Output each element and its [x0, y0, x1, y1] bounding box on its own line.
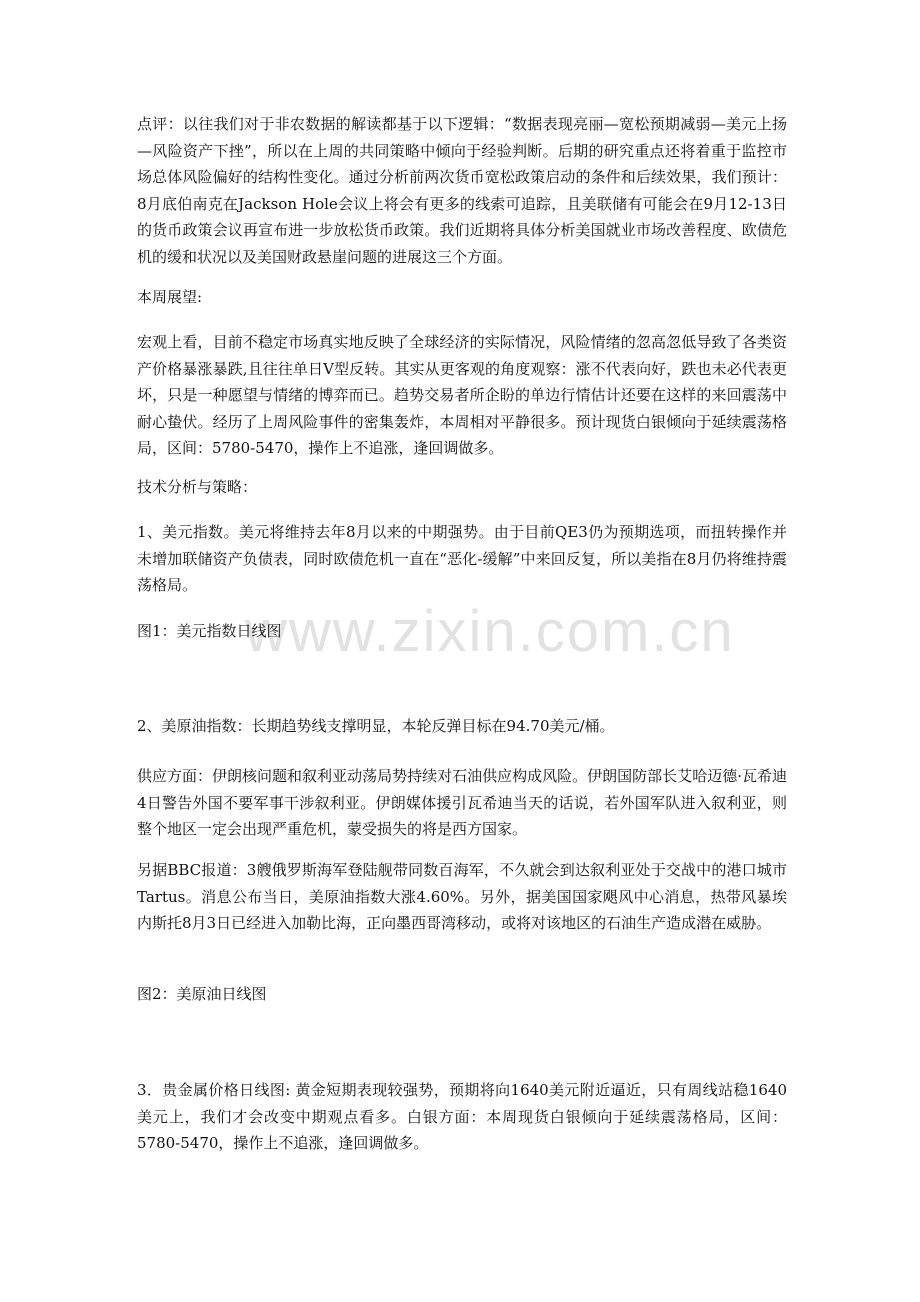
- macro-paragraph: 宏观上看，目前不稳定市场真实地反映了全球经济的实际情况，风险情绪的忽高忽低导致了各类资产价格暴涨暴跌,且往往单日V型反转。其实从更客观的角度观察：涨不代表向好，跌也未必代表更坏，只是一种愿望与情绪的博弈而已。趋势交易者所企盼的单边行情估计还要在这样的来回震荡中耐心蛰伏。经历了上周风险事件的密集轰炸，本周相对平静很多。预计现货白银倾向于延续震荡格局，区间：5780-5470，操作上不追涨，逢回调做多。: [137, 333, 787, 457]
- usd-index-paragraph: 1、美元指数。美元将维持去年8月以来的中期强势。由于目前QE3仍为预期选项，而扭转操作并未增加联储资产负债表，同时欧债危机一直在“恶化-缓解”中来回反复，所以美指在8月仍将维持震荡格局。: [137, 523, 787, 594]
- crude-index-paragraph: 2、美原油指数：长期趋势线支撑明显，本轮反弹目标在94.70美元/桶。: [137, 717, 615, 735]
- precious-metals-paragraph: 3．贵金属价格日线图: 黄金短期表现较强势，预期将向1640美元附近逼近，只有周线站稳1640美元上，我们才会改变中期观点看多。白银方面：本周现货白银倾向于延续震荡格局，区间：5780-5470，操作上不追涨，逢回调做多。: [137, 1081, 787, 1152]
- watermark: www.zixin.com.cn: [245, 599, 735, 664]
- supply-paragraph: 供应方面：伊朗核问题和叙利亚动荡局势持续对石油供应构成风险。伊朗国防部长艾哈迈德·瓦希迪4日警告外国不要军事干涉叙利亚。伊朗媒体援引瓦希迪当天的话说，若外国军队进入叙利亚，则整个地区一定会出现严重危机，蒙受损失的将是西方国家。: [137, 767, 787, 838]
- outlook-heading: 本周展望:: [137, 288, 203, 306]
- figure-2-caption: 图2：美原油日线图: [137, 985, 267, 1003]
- bbc-report-paragraph: 另据BBC报道：3艘俄罗斯海军登陆舰带同数百海军，不久就会到达叙利亚处于交战中的港口城市Tartus。消息公布当日，美原油指数大涨4.60%。另外，据美国国家飓风中心消息，热带风暴埃内斯托8月3日已经进入加勒比海，正向墨西哥湾移动，或将对该地区的石油生产造成潜在威胁。: [137, 861, 787, 932]
- figure-1-caption: 图1：美元指数日线图: [137, 622, 282, 640]
- commentary-paragraph: 点评：以往我们对于非农数据的解读都基于以下逻辑：“数据表现亮丽—宽松预期减弱—美元上扬—风险资产下挫”，所以在上周的共同策略中倾向于经验判断。后期的研究重点还将着重于监控市场总体风险偏好的结构性变化。通过分析前两次货币宽松政策启动的条件和后续效果，我们预计：8月底伯南克在Jackson Hole会议上将会有更多的线索可追踪，且美联储有可能会在9月12-13日的货币政策会议再宣布进一步放松货币政策。我们近期将具体分析美国就业市场改善程度、欧债危机的缓和状况以及美国财政悬崖问题的进展这三个方面。: [137, 115, 787, 266]
- technical-analysis-heading: 技术分析与策略：: [137, 478, 258, 496]
